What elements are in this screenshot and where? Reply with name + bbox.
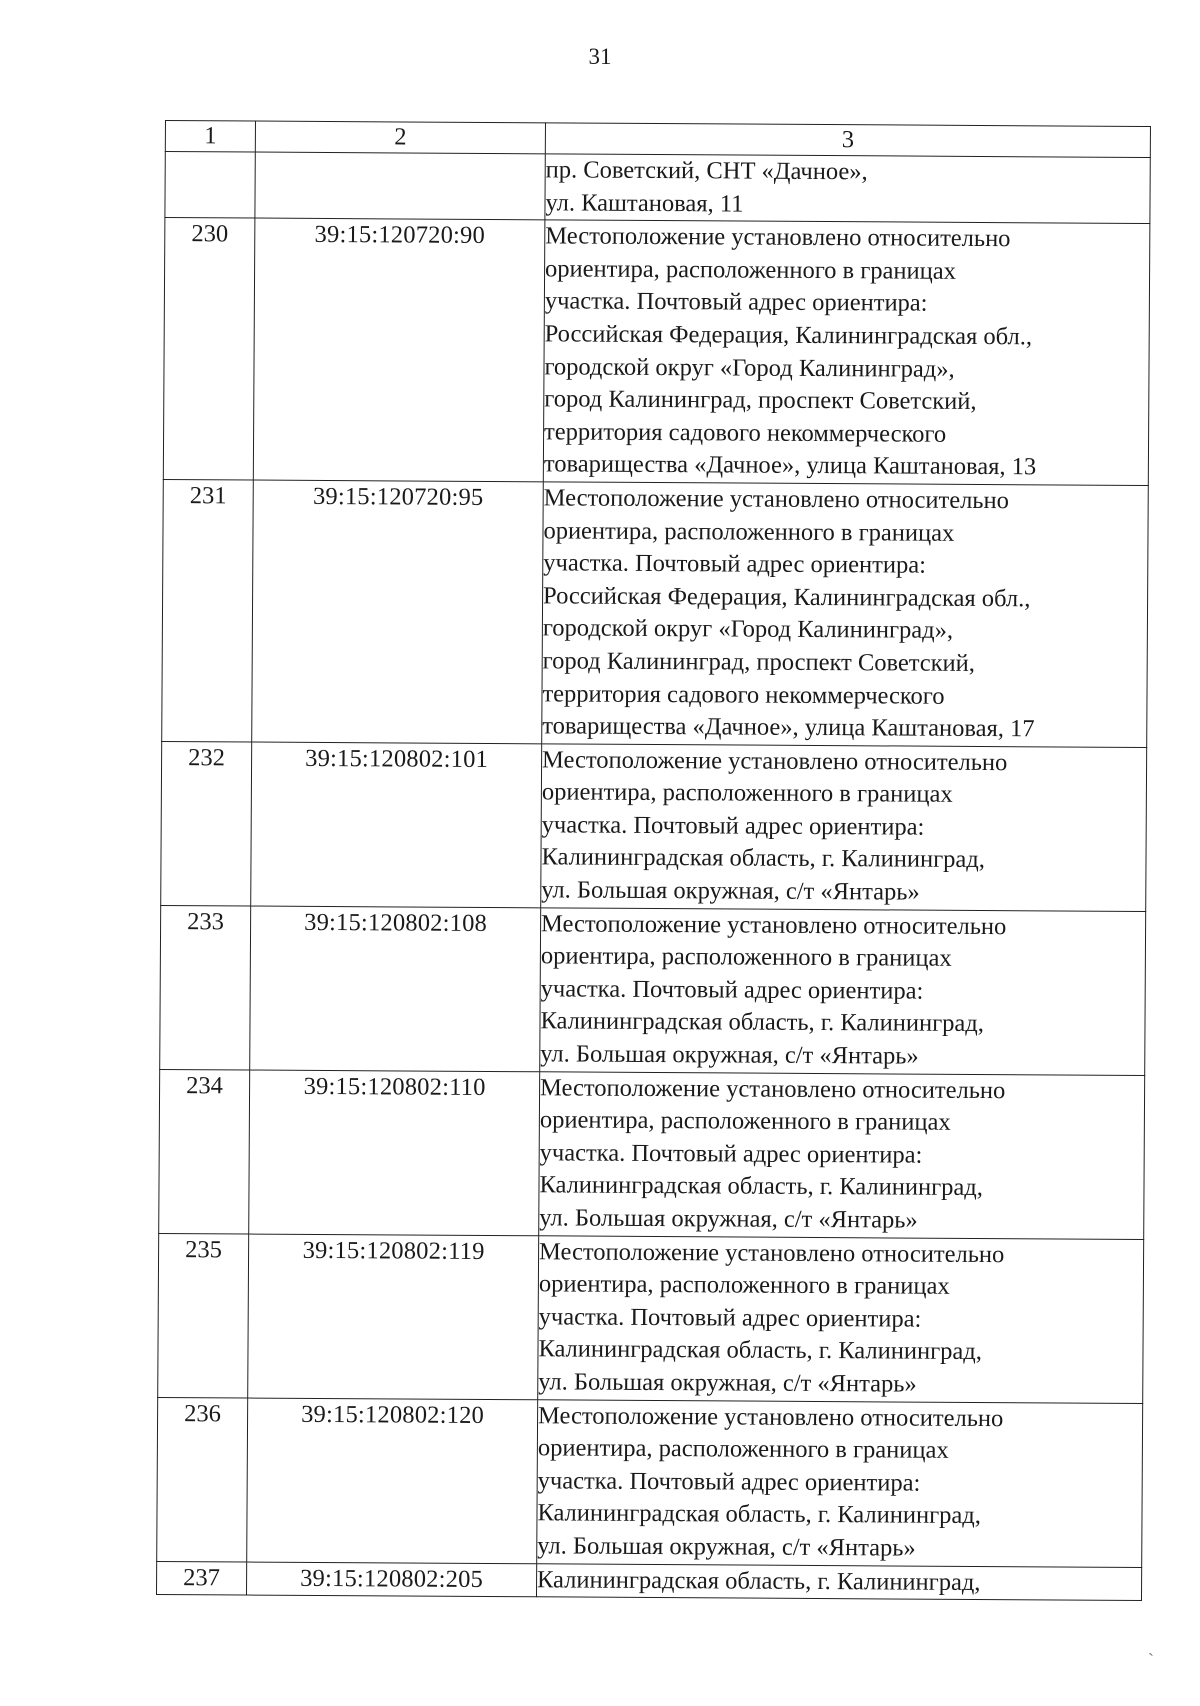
column-header-3: 3 [545,123,1150,158]
row-number [165,152,255,219]
description-line: участка. Почтовый адрес ориентира: [538,1303,922,1333]
description-line: ориентира, расположенного в границах [541,778,953,809]
description-line: ориентира, расположенного в границах [540,942,952,973]
page-number: 31 [588,44,612,69]
description-line: Местоположение установлено относительно [542,746,1008,776]
description-line: Калининградская область, г. Калининград, [540,1007,984,1038]
row-number: 236 [157,1397,248,1562]
cadastral-number: 39:15:120720:95 [252,480,544,744]
description-line: город Калининград, проспект Советский, [544,385,977,416]
cadastral-number: 39:15:120802:119 [248,1234,539,1400]
description-line: городской округ «Город Калининград», [544,352,955,383]
description-line: город Калининград, проспект Советский, [542,647,976,677]
description-line: территория садового некоммерческого [542,679,945,710]
description-line: Российская Федерация, Калининградская обл., [544,320,1033,351]
location-description [537,1399,1143,1567]
cadastral-number: 39:15:120802:120 [247,1398,538,1564]
description-line: товарищества «Дачное», улица Каштановая, 17 [542,712,1035,743]
description-line: территория садового некоммерческого [544,418,947,448]
description-line: Калининградская область, г. Калининград, [537,1565,981,1596]
description-line: Местоположение установлено относительно [539,1237,1005,1268]
cadastral-number: 39:15:120802:108 [250,906,541,1072]
description-line: Калининградская область, г. Калининград, [537,1499,981,1530]
column-header-2: 2 [255,121,545,154]
table-row [156,1561,1141,1601]
location-description [541,744,1147,912]
register-table [156,120,1151,1601]
description-line: ул. Каштановая, 11 [545,188,744,218]
location-description [536,1563,1141,1600]
row-number: 230 [163,218,255,480]
row-number: 233 [160,905,251,1070]
table-row [165,152,1150,224]
description-line: Калининградская область, г. Калининград, [539,1171,983,1202]
table-row [163,218,1150,486]
cadastral-number: 39:15:120802:110 [249,1070,540,1236]
description-line: Местоположение установлено относительно [540,1073,1006,1104]
description-line: участка. Почтовый адрес ориентира: [537,1467,921,1497]
description-line: ул. Большая окружная, с/т «Янтарь» [538,1368,917,1398]
description-line: участка. Почтовый адрес ориентира: [544,287,928,318]
description-line: ориентира, расположенного в границах [545,255,956,285]
description-line: участка. Почтовый адрес ориентира: [540,975,924,1005]
description-line: ориентира, расположенного в границах [543,516,955,547]
cadastral-number [255,152,545,220]
scan-mark: ˋ [1148,1650,1154,1670]
description-line: пр. Советский, СНТ «Дачное», [545,156,868,186]
description-line: ул. Большая окружная, с/т «Янтарь» [539,1204,918,1234]
description-line: ориентира, расположенного в границах [539,1106,951,1137]
table-row [158,1233,1144,1403]
description-line: Местоположение установлено относительно [543,484,1009,515]
description-line: ул. Большая окружная, с/т «Янтарь» [540,1040,919,1070]
description-line: участка. Почтовый адрес ориентира: [543,549,927,579]
description-line: ул. Большая окружная, с/т «Янтарь» [537,1532,916,1562]
cadastral-number: 39:15:120802:101 [251,742,542,908]
description-line: Местоположение установлено относительно [545,222,1011,253]
description-line: Калининградская область, г. Калининград, [541,843,985,874]
description-line: ориентира, расположенного в границах [537,1434,949,1464]
row-number: 231 [162,479,254,741]
table-row [159,1069,1145,1239]
location-description [543,220,1150,485]
location-description [540,907,1146,1075]
description-line: участка. Почтовый адрес ориентира: [541,811,925,841]
description-line: участка. Почтовый адрес ориентира: [539,1139,923,1169]
cadastral-number: 39:15:120802:205 [246,1562,536,1597]
description-line: Калининградская область, г. Калининград, [538,1335,982,1366]
row-number: 235 [158,1233,249,1398]
description-line: Российская Федерация, Калининградская обл., [543,582,1031,613]
table-row [162,479,1149,747]
table-body [156,152,1150,1601]
cadastral-number: 39:15:120720:90 [253,218,545,482]
location-description [539,1071,1145,1239]
table-row [161,741,1147,911]
description-line: товарищества «Дачное», улица Каштановая, 13 [543,450,1037,481]
row-number: 232 [161,741,252,906]
column-header-1: 1 [165,121,255,153]
location-description [545,154,1150,224]
row-number: 234 [159,1069,250,1234]
description-line: ориентира, расположенного в границах [538,1270,950,1301]
table-row [160,905,1146,1075]
description-line: городской округ «Город Калининград», [542,614,954,645]
location-description [542,482,1149,747]
description-line: Местоположение установлено относительно [541,909,1007,940]
location-description [538,1235,1144,1403]
table-row [157,1397,1143,1567]
row-number: 237 [156,1561,246,1595]
description-line: ул. Большая окружная, с/т «Янтарь» [541,876,920,906]
description-line: Местоположение установлено относительно [538,1401,1004,1432]
